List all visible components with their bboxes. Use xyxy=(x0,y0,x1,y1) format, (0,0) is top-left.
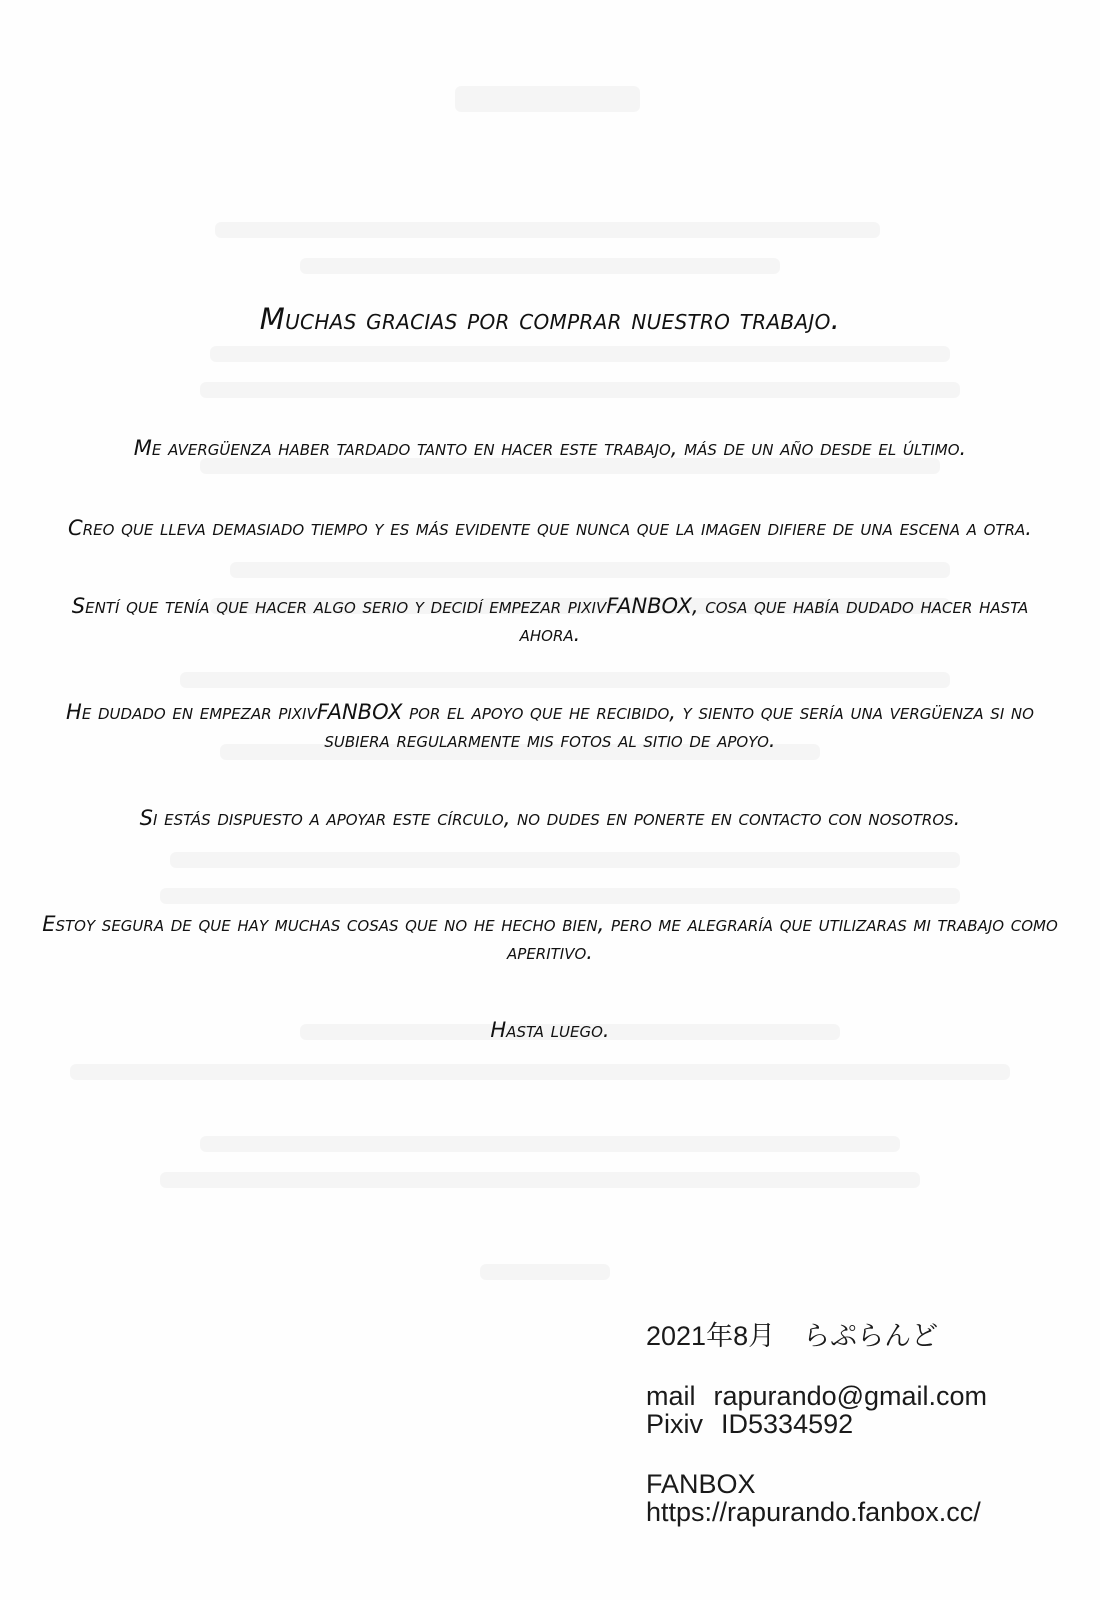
credits-fanbox xyxy=(646,1470,1066,1526)
paragraph-farewell: Hasta luego. xyxy=(490,1018,610,1042)
credits-date-author xyxy=(646,1322,1066,1350)
credits-author: らぷらんど xyxy=(803,1321,939,1351)
paragraph-delay-apology: Me avergüenza haber tardado tanto en hacer este trabajo, más de un año desde el último. xyxy=(133,436,967,460)
paragraph-image-difference: Creo que lleva demasiado tiempo y es más evidente que nunca que la imagen difiere de una escena a otra. xyxy=(68,516,1032,540)
mail-label: mail xyxy=(646,1381,696,1411)
paragraph-appetizer: Estoy segura de que hay muchas cosas que no he hecho bien, pero me alegraría que utilizaras mi trabajo como aperitivo. xyxy=(42,912,1058,964)
mail-address-link[interactable]: rapurando@gmail.com xyxy=(713,1381,988,1411)
fanbox-label: FANBOX xyxy=(646,1469,756,1499)
fanbox-url-link[interactable]: https://rapurando.fanbox.cc/ xyxy=(646,1497,981,1527)
page-title: Muchas gracias por comprar nuestro trabajo. xyxy=(259,302,841,336)
paragraph-fanbox-support: He dudado en empezar pixivFANBOX por el apoyo que he recibido, y siento que sería una vergüenza si no subiera regularmente mis fotos al sitio de apoyo. xyxy=(66,700,1034,752)
paragraph-start-fanbox: Sentí que tenía que hacer algo serio y decidí empezar pixivFANBOX, cosa que había dudado hacer hasta ahora. xyxy=(71,594,1029,646)
pixiv-label: Pixiv xyxy=(646,1409,704,1439)
paragraph-contact-invite: Si estás dispuesto a apoyar este círculo, no dudes en ponerte en contacto con nosotros. xyxy=(139,806,961,830)
credits-contact xyxy=(646,1382,1066,1438)
credits-date: 2021年8月 xyxy=(646,1321,776,1351)
pixiv-id: ID5334592 xyxy=(721,1409,854,1439)
